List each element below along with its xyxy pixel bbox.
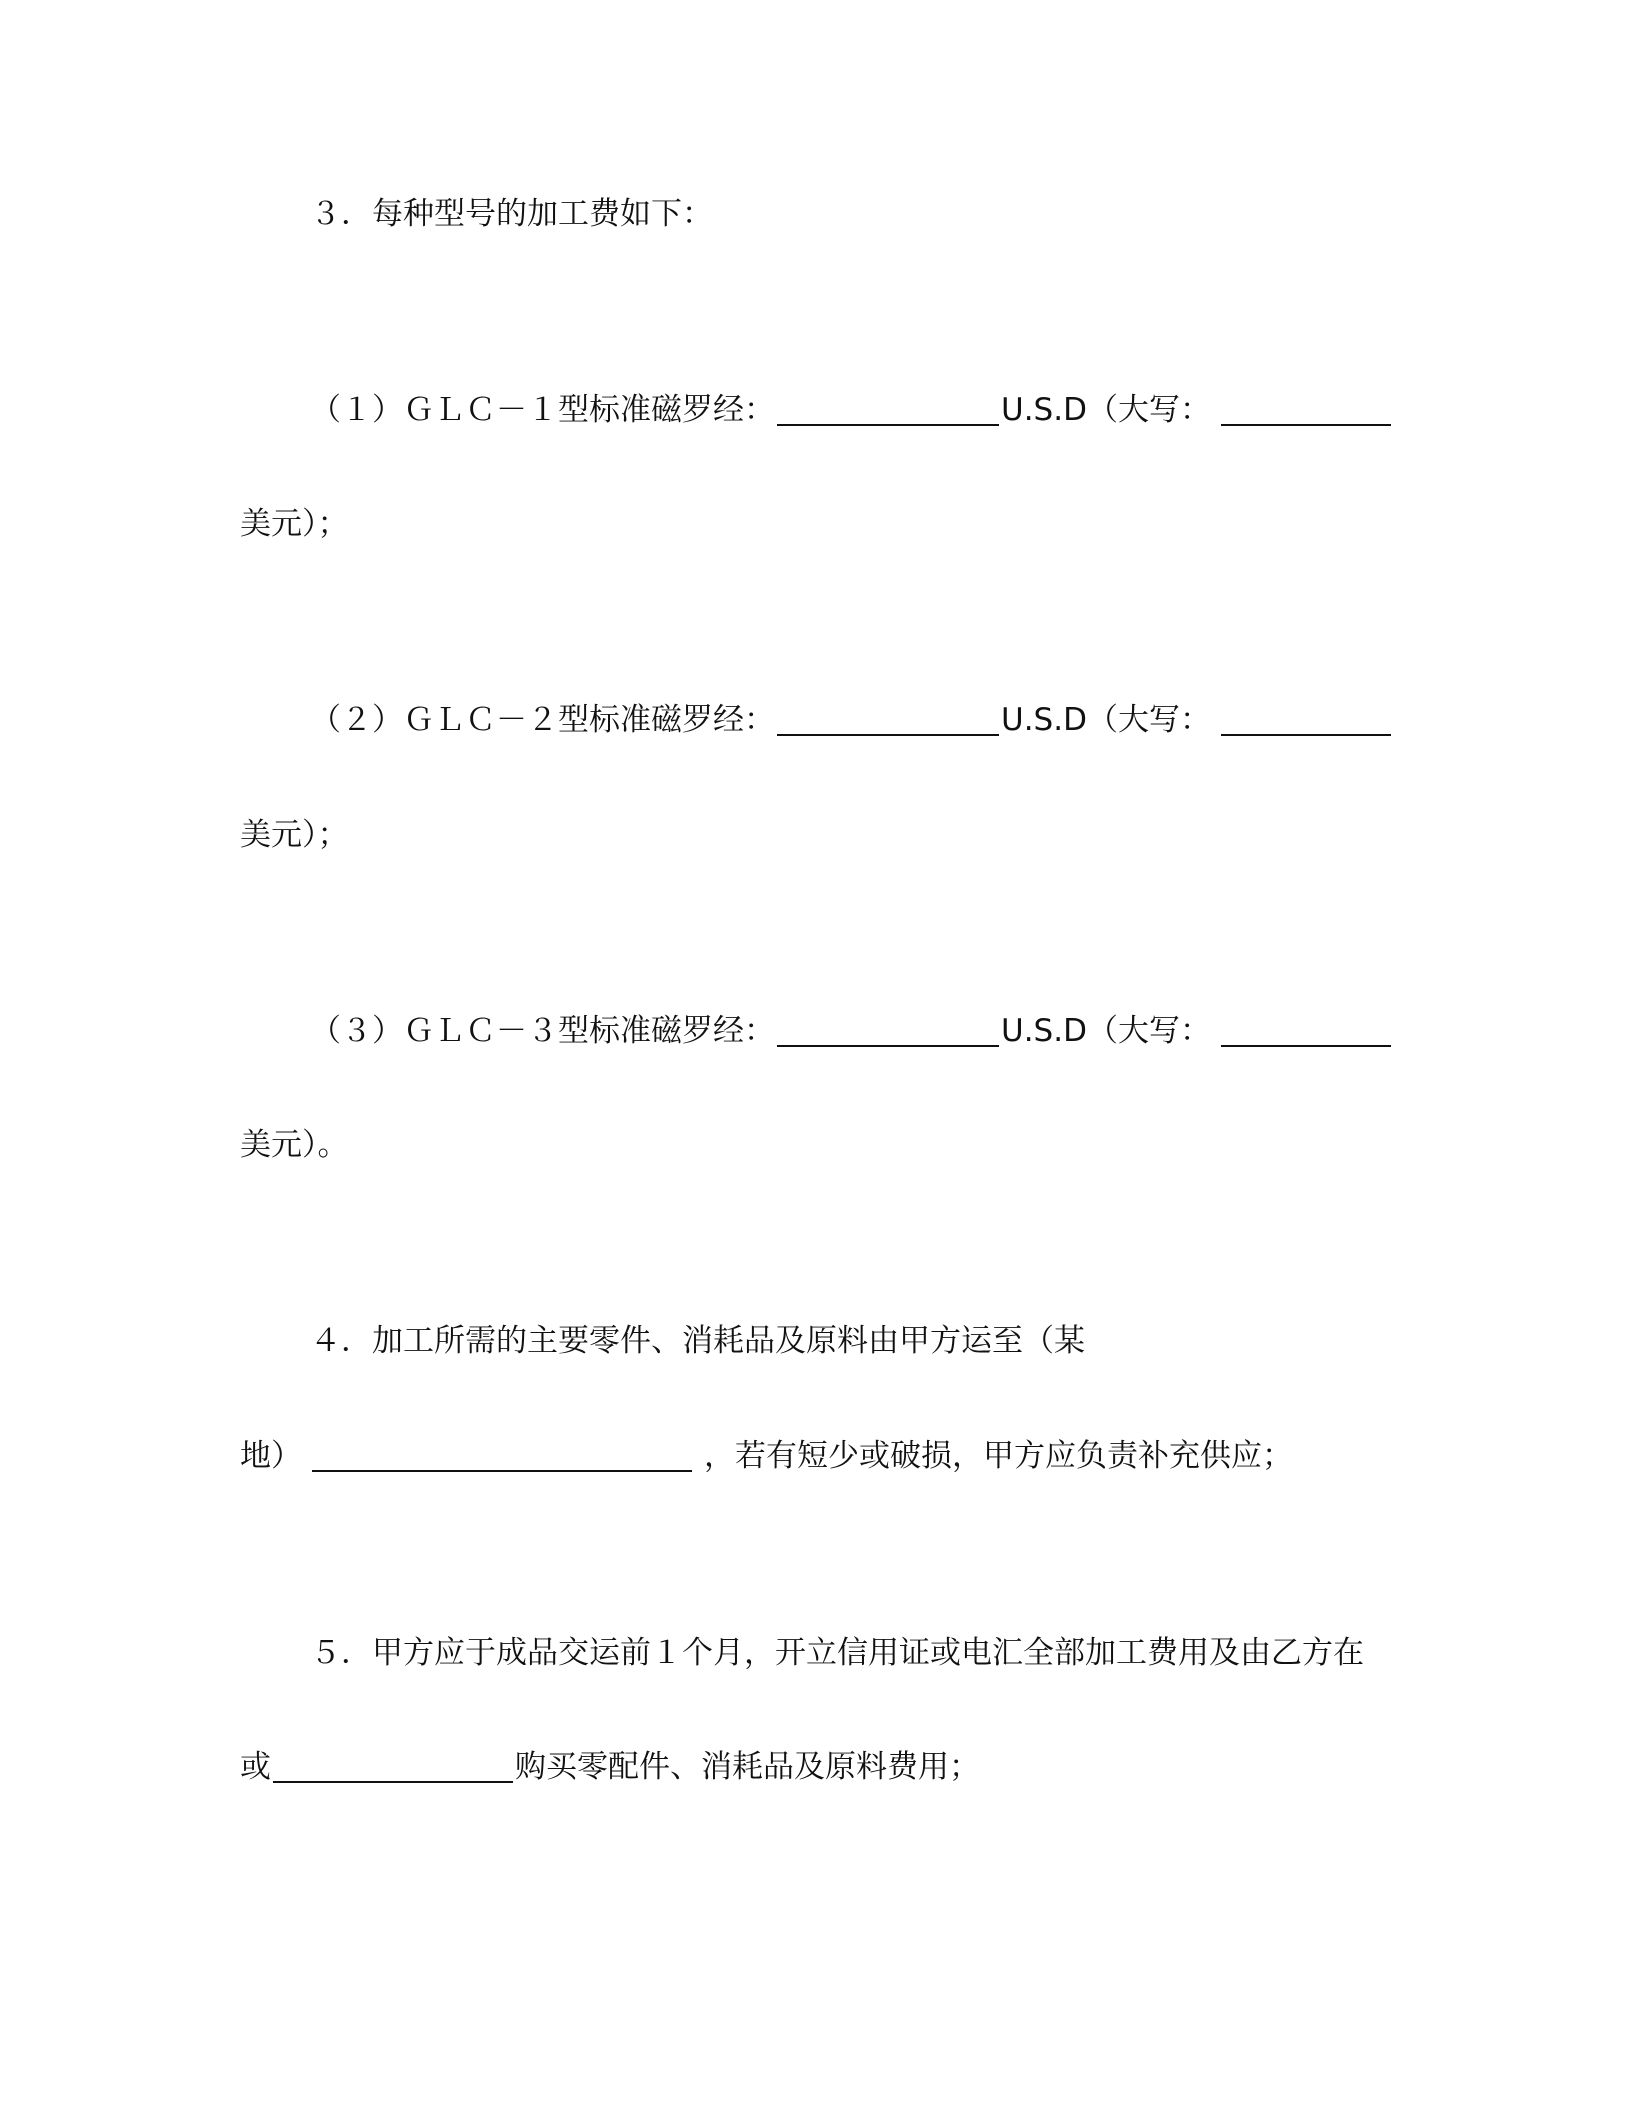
destination-field[interactable] <box>312 1436 692 1472</box>
item-2-line <box>310 700 1632 740</box>
item-1-label: （１）ＧＬＣ－１型标准磁罗经： <box>310 392 775 428</box>
section-4-line-1: ４．加工所需的主要零件、消耗品及原料由甲方运至（某 <box>310 1323 1085 1359</box>
item-2-currency: U.S.D（大写： <box>1001 702 1211 738</box>
item-2-suffix-line: 美元）； <box>240 817 349 853</box>
item-1-uppercase-field[interactable] <box>1221 390 1391 426</box>
item-3-line <box>310 1011 1632 1051</box>
section-3-heading: ３．每种型号的加工费如下： <box>310 196 713 232</box>
item-2-uppercase-field[interactable] <box>1221 700 1391 736</box>
item-3-label: （３）ＧＬＣ－３型标准磁罗经： <box>310 1013 775 1049</box>
item-2-amount-field[interactable] <box>777 700 999 736</box>
section-4-line-2: 地） ，若有短少或破损，甲方应负责补充供应； <box>240 1438 1293 1474</box>
purchase-location-field[interactable] <box>273 1747 513 1783</box>
item-1-currency: U.S.D（大写： <box>1001 392 1211 428</box>
item-1-amount-field[interactable] <box>777 390 999 426</box>
item-3-amount-field[interactable] <box>777 1011 999 1047</box>
item-3-suffix-line: 美元）。 <box>240 1127 349 1163</box>
item-3-currency: U.S.D（大写： <box>1001 1013 1211 1049</box>
item-3-uppercase-field[interactable] <box>1221 1011 1391 1047</box>
section-5-line-2: 或 购买零配件、消耗品及原料费用； <box>240 1749 980 1785</box>
item-1-suffix-line: 美元）； <box>240 506 349 542</box>
item-2-label: （２）ＧＬＣ－２型标准磁罗经： <box>310 702 775 738</box>
item-1-line <box>310 390 1632 430</box>
section-5-line-1: ５．甲方应于成品交运前１个月，开立信用证或电汇全部加工费用及由乙方在 <box>310 1635 1364 1671</box>
